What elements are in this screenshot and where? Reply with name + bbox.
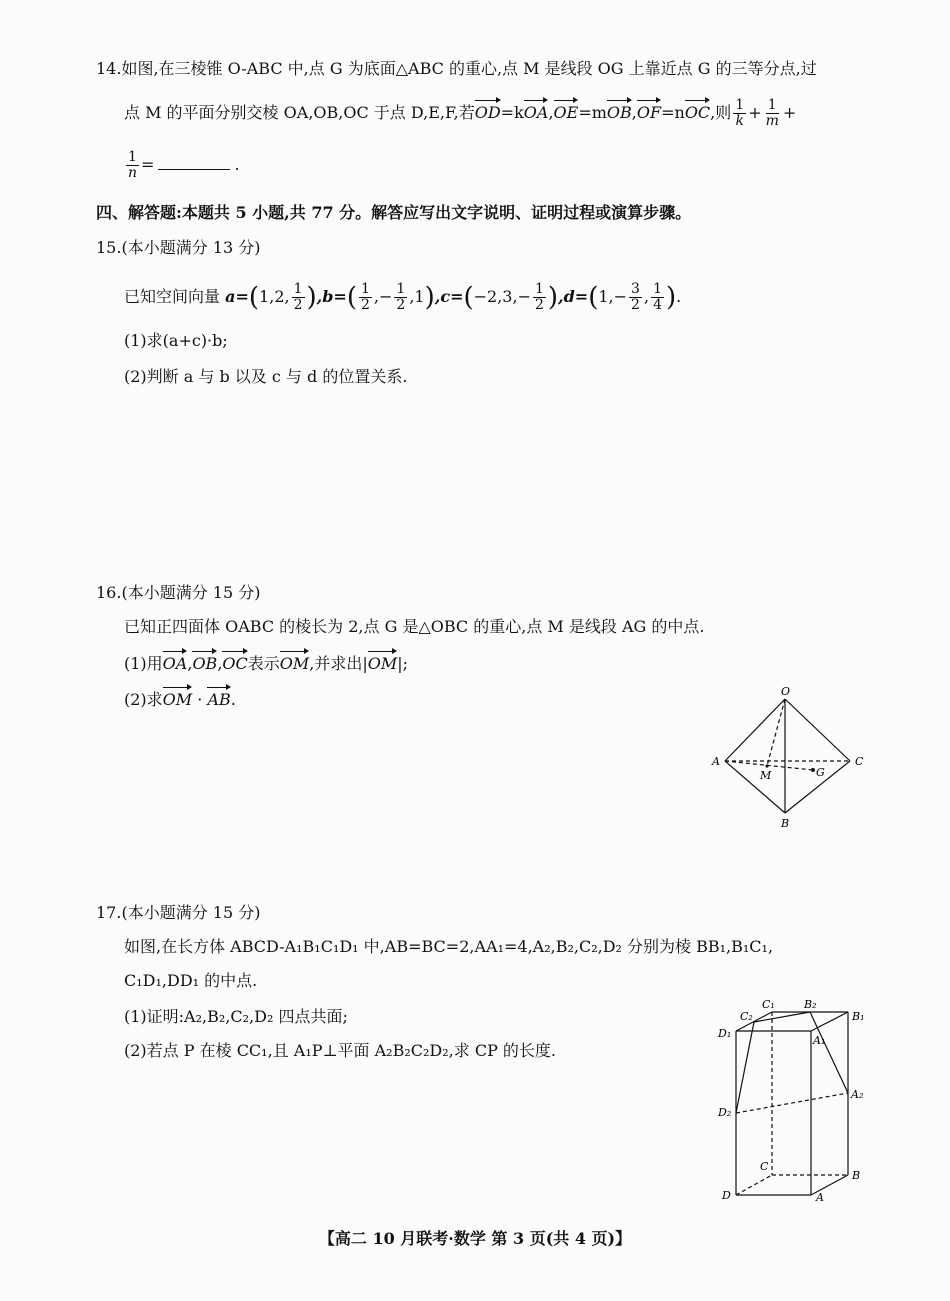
q15-header: 15.(本小题满分 13 分) <box>96 238 261 257</box>
q16-header: 16.(本小题满分 15 分) <box>96 583 261 602</box>
q16-given: 已知正四面体 OABC 的棱长为 2,点 G 是△OBC 的重心,点 M 是线段 AG 的中点. <box>124 617 705 636</box>
label-A: A <box>712 755 720 768</box>
vec-OA: OA <box>524 99 549 124</box>
label-C: C <box>855 755 864 768</box>
label-D: D <box>722 1189 731 1202</box>
label-C1: C₁ <box>762 998 775 1011</box>
label-C2: C₂ <box>740 1010 753 1023</box>
q15-part1: (1)求(a+c)·b; <box>124 331 228 350</box>
q14-line3: $\frac{1}{n}$ = . <box>128 149 240 181</box>
label-D1: D₁ <box>718 1027 732 1040</box>
edge-OA <box>725 699 785 761</box>
label-M: M <box>760 769 772 782</box>
cuboid-figure <box>700 992 880 1207</box>
q17-line1: 如图,在长方体 ABCD-A₁B₁C₁D₁ 中,AB=BC=2,AA₁=4,A₂,B₂,C₂,D₂ 分别为棱 BB₁,B₁C₁, <box>124 937 774 956</box>
point-G <box>811 768 815 772</box>
vec-OF: OF <box>637 99 661 124</box>
label-D2: D₂ <box>718 1106 732 1119</box>
answer-blank <box>158 155 230 170</box>
label-B2: B₂ <box>804 998 817 1011</box>
label-B: B <box>781 817 790 830</box>
q17-header: 17.(本小题满分 15 分) <box>96 903 261 922</box>
q17-part1: (1)证明:A₂,B₂,C₂,D₂ 四点共面; <box>124 1007 348 1026</box>
page-footer: 【高二 10 月联考·数学 第 3 页(共 4 页)】 <box>318 1229 632 1248</box>
q16-part1: (1)用OA,OB,OC表示OM,并求出|OM|; <box>124 650 408 675</box>
q14-line1: 14.如图,在三棱锥 O-ABC 中,点 G 为底面△ABC 的重心,点 M 是线段 OG 上靠近点 G 的三等分点,过 <box>96 59 817 78</box>
q17-part2: (2)若点 P 在棱 CC₁,且 A₁P⊥平面 A₂B₂C₂D₂,求 CP 的长度. <box>124 1041 557 1060</box>
label-B: B <box>852 1169 861 1182</box>
edge-AB <box>725 761 785 813</box>
frac-1-m: $\frac{1}{m}$ <box>765 97 779 129</box>
tetrahedron-figure <box>705 682 875 832</box>
vec-OD: OD <box>475 99 501 124</box>
label-G: G <box>816 766 825 779</box>
q14-line2: 点 M 的平面分别交棱 OA,OB,OC 于点 D,E,F,若OD=kOA,OE=mOB,OF=nOC,则 $\frac{1}{k}$ + $\frac{1}{m}$ + <box>124 97 797 129</box>
q14-number: 14. <box>96 59 122 78</box>
vec-OC: OC <box>685 99 710 124</box>
vec-OB: OB <box>607 99 632 124</box>
label-O: O <box>781 685 791 698</box>
frac-1-k: $\frac{1}{k}$ <box>735 97 745 129</box>
q17-line2: C₁D₁,DD₁ 的中点. <box>124 971 258 990</box>
edge-OC <box>785 699 850 761</box>
label-A: A <box>816 1191 824 1204</box>
frac-1-n: $\frac{1}{n}$ <box>128 149 138 181</box>
section-title: 四、解答题:本题共 5 小题,共 77 分。解答应写出文字说明、证明过程或演算步骤。 <box>96 203 692 222</box>
q15-given: 已知空间向量 a=(1,2, $\frac{1}{2}$ ),b=( $\frac{1}{2}$ ,− $\frac{1}{2}$ ,1),c=(−2,3,− $\frac{1}{2}$ ),d=(1,− $\frac{3}{2}$ , $\frac{1}{4}$ ). <box>124 281 682 313</box>
point-M <box>765 764 768 767</box>
vec-OE: OE <box>554 99 579 124</box>
q16-part2: (2)求OM · AB. <box>124 686 236 711</box>
label-A1: A₁ <box>813 1034 826 1047</box>
label-B1: B₁ <box>852 1010 865 1023</box>
q15-part2: (2)判断 a 与 b 以及 c 与 d 的位置关系. <box>124 367 408 386</box>
label-C: C <box>760 1160 769 1173</box>
label-A2: A₂ <box>851 1088 864 1101</box>
